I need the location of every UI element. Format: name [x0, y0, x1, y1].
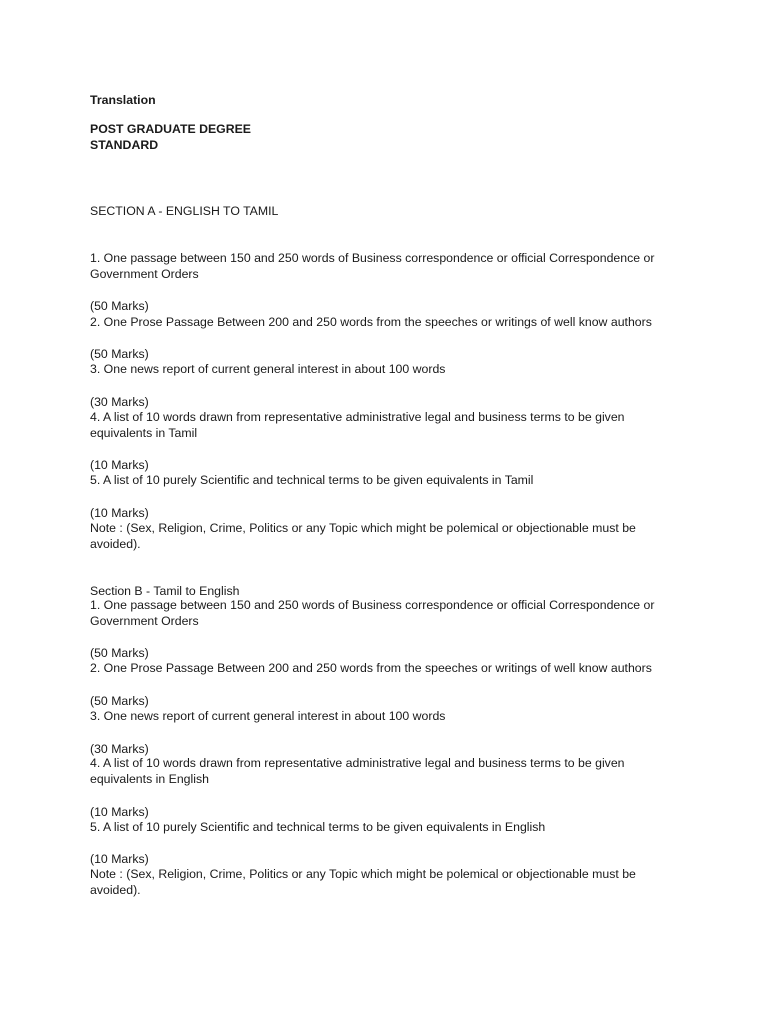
section-b-item2: 2. One Prose Passage Between 200 and 250 words from the speeches or writings of well know authors [90, 661, 652, 675]
section-b-item4-line1: 4. A list of 10 words drawn from representative administrative legal and business terms to be given [90, 756, 625, 770]
section-b-item5: 5. A list of 10 purely Scientific and technical terms to be given equivalents in English [90, 820, 546, 834]
section-a-item2: 2. One Prose Passage Between 200 and 250 words from the speeches or writings of well know authors [90, 315, 652, 329]
section-a-item1-line1: 1. One passage between 150 and 250 words of Business correspondence or official Correspondence or [90, 251, 655, 265]
section-b-item2-marks: (50 Marks) [90, 694, 149, 708]
degree-line-1: POST GRADUATE DEGREE [90, 122, 252, 136]
section-a-item3-marks: (30 Marks) [90, 395, 149, 409]
section-a-item5-marks: (10 Marks) [90, 506, 149, 520]
section-a-item1-marks: (50 Marks) [90, 299, 149, 313]
section-a-title: SECTION A - ENGLISH TO TAMIL [90, 204, 279, 218]
section-a-item4-marks: (10 Marks) [90, 458, 149, 472]
section-b-item3-marks: (30 Marks) [90, 742, 149, 756]
section-a-item5: 5. A list of 10 purely Scientific and technical terms to be given equivalents in Tamil [90, 473, 534, 487]
section-b-item5-marks: (10 Marks) [90, 852, 149, 866]
section-b-item3: 3. One news report of current general interest in about 100 words [90, 709, 446, 723]
section-b-note-line2: avoided). [90, 883, 141, 897]
section-a-note-line2: avoided). [90, 537, 141, 551]
section-a-item1-line2: Government Orders [90, 267, 199, 281]
section-b-note-line1: Note : (Sex, Religion, Crime, Politics or any Topic which might be polemical or objectionable must be [90, 867, 636, 881]
section-b-item1-marks: (50 Marks) [90, 646, 149, 660]
section-b-title: Section B - Tamil to English [90, 584, 240, 598]
section-b-item4-line2: equivalents in English [90, 772, 209, 786]
section-a-note-line1: Note : (Sex, Religion, Crime, Politics or any Topic which might be polemical or objectionable must be [90, 521, 636, 535]
section-a-item2-marks: (50 Marks) [90, 347, 149, 361]
section-a-item3: 3. One news report of current general interest in about 100 words [90, 362, 446, 376]
degree-line-2: STANDARD [90, 138, 159, 152]
section-b-item1-line2: Government Orders [90, 614, 199, 628]
document-heading: Translation [90, 93, 156, 107]
section-b-item1-line1: 1. One passage between 150 and 250 words of Business correspondence or official Correspondence or [90, 598, 655, 612]
section-a-item4-line1: 4. A list of 10 words drawn from representative administrative legal and business terms to be given [90, 410, 625, 424]
section-b-item4-marks: (10 Marks) [90, 805, 149, 819]
section-a-item4-line2: equivalents in Tamil [90, 426, 198, 440]
